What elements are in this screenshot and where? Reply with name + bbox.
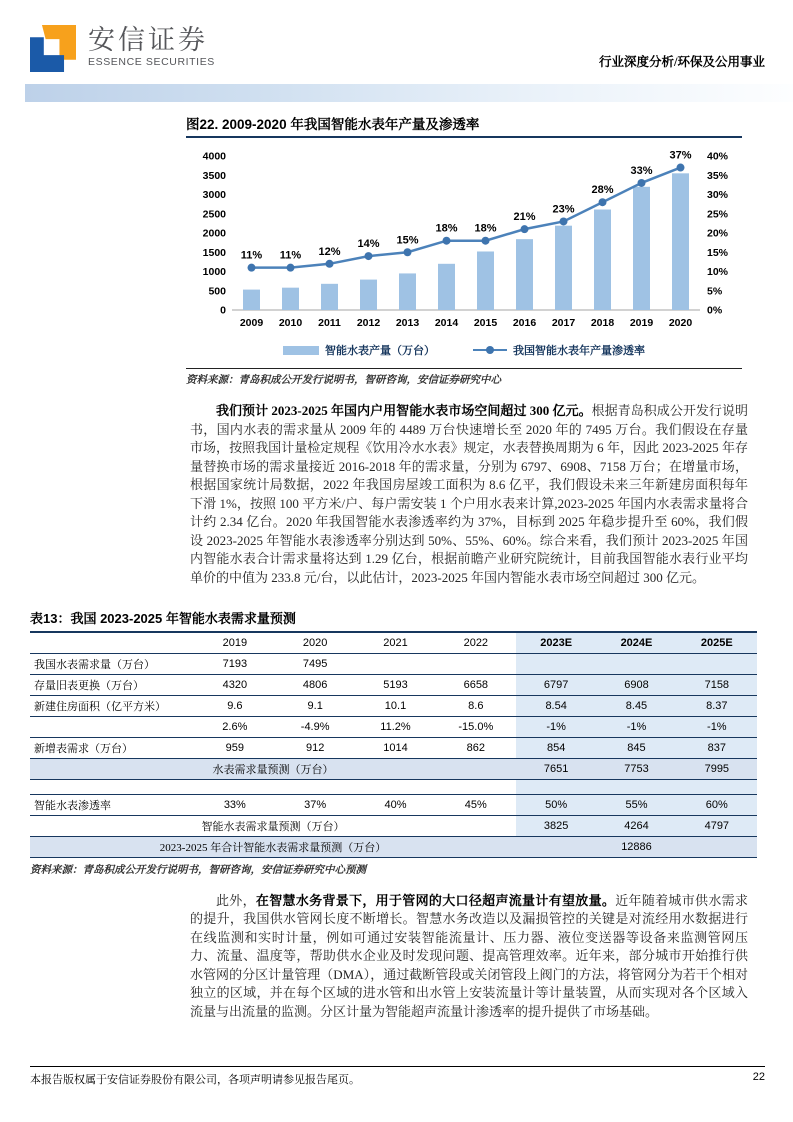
cell-value: 2.6% xyxy=(222,720,248,733)
cell-value xyxy=(596,653,676,674)
smart-water-meter-chart xyxy=(186,142,742,340)
cell-value: -1% xyxy=(677,716,757,737)
cell-value: 854 xyxy=(516,737,596,758)
header-divider-bar xyxy=(25,84,793,102)
cell-value: 7995 xyxy=(677,758,757,779)
brand-name-en: ESSENCE SECURITIES xyxy=(88,56,215,68)
bar-2018 xyxy=(594,210,611,310)
cell-value: 7193 xyxy=(222,657,248,670)
x-axis-label: 2016 xyxy=(512,317,537,329)
cell-value xyxy=(355,653,435,674)
right-axis-tick: 25% xyxy=(707,208,729,221)
data-label-2019: 33% xyxy=(630,164,653,177)
row-label xyxy=(30,716,195,737)
row-label: 存量旧表更换（万台） xyxy=(34,679,144,692)
x-axis-label: 2014 xyxy=(434,317,459,329)
left-axis-tick: 3500 xyxy=(202,169,226,182)
line-marker-2014 xyxy=(443,237,451,245)
table-block xyxy=(30,608,757,877)
cell-value: 4806 xyxy=(302,678,328,691)
cell-value: 8.45 xyxy=(596,695,676,716)
bar-2015 xyxy=(477,251,494,310)
right-axis-tick: 10% xyxy=(707,266,729,278)
left-axis-tick: 2000 xyxy=(202,227,226,240)
bar-2020 xyxy=(672,173,689,310)
legend-item xyxy=(473,342,645,358)
penetration-line xyxy=(252,168,681,268)
line-marker-2019 xyxy=(638,179,646,187)
column-header-2025E: 2025E xyxy=(677,632,757,653)
bar-2010 xyxy=(282,288,299,310)
spacer-cell xyxy=(677,779,757,794)
cell-value: 11.2% xyxy=(380,720,411,733)
bar-2012 xyxy=(360,280,377,310)
text-run: 根据青岛积成公开发行说明书，国内水表的需求量从 2009 年的 4489 万台快速增长至 2020 年的 7495 万台。我们假设在存量市场，按照我国计量检定规程《饮用冷水水表》规定，水表替换周期为 6 年，因此 2023-2025 年存量替换市场的需求量接近 2016-2018 年的需求量，分别为 6797、6908、7158 万台；在增量市场，根据国家统计局数据，2022 年我国房屋竣工面积为 8.6 亿平，我们假设未来三年新建房面积每年下滑 1%，按照 100 平方米/户、每户需安装 1 个户用水表来计算,2023-2025 年国内水表需求量将合计约 2.34 亿台。2020 年我国智能水表渗透率约为 37%，目标到 2025 年稳步提升至 60%，我们假设 2023-2025 年智能水表渗透率分别达到 50%、55%、60%。综合来看，我们预计 2023-2025 年国内智能水表合计需求量将达到 1.29 亿台，根据前瞻产业研究院统计，目前我国智能水表行业平均单价的中值为 233.8 元/台，以此估计，2023-2025 年国内智能水表市场空间超过 300 亿元。 xyxy=(190,403,748,585)
row-label-merged: 2023-2025 年合计智能水表需求量预测（万台） xyxy=(30,836,516,857)
cell-value: 912 xyxy=(305,741,325,754)
left-axis-tick: 1000 xyxy=(202,266,226,278)
column-header-2019: 2019 xyxy=(222,636,248,649)
right-axis-tick: 20% xyxy=(707,227,729,240)
x-axis-label: 2012 xyxy=(356,317,381,329)
row-label-merged: 智能水表需求量预测（万台） xyxy=(201,820,345,833)
x-axis-label: 2015 xyxy=(473,317,498,329)
cell-value: 8.37 xyxy=(677,695,757,716)
cell-value: 845 xyxy=(596,737,676,758)
line-marker-2020 xyxy=(677,164,685,172)
right-axis-tick: 5% xyxy=(707,285,723,298)
column-header-2023E: 2023E xyxy=(516,632,596,653)
cell-value: 55% xyxy=(596,794,676,815)
bar-2009 xyxy=(243,290,260,310)
x-axis-label: 2017 xyxy=(551,317,576,329)
cell-value: 9.6 xyxy=(227,699,243,712)
legend-label: 智能水表产量（万台） xyxy=(325,345,435,357)
page-header xyxy=(0,0,793,72)
cell-value: 4264 xyxy=(596,815,676,836)
row-label: 智能水表渗透率 xyxy=(34,799,111,812)
paragraph-market-forecast xyxy=(190,402,748,587)
cell-value: 9.1 xyxy=(307,699,323,712)
cell-value: 37% xyxy=(304,798,327,811)
cell-value: 6797 xyxy=(516,674,596,695)
left-axis-tick: 0 xyxy=(220,304,226,317)
demand-forecast-table xyxy=(30,631,757,858)
cell-value: 60% xyxy=(677,794,757,815)
column-header-2024E: 2024E xyxy=(596,632,676,653)
essence-logo-icon xyxy=(30,25,76,72)
column-header-empty xyxy=(30,632,195,653)
bar-2011 xyxy=(321,284,338,310)
table-row xyxy=(30,794,757,815)
cell-value: 959 xyxy=(225,741,245,754)
legend-label: 我国智能水表年产量渗透率 xyxy=(513,345,645,357)
cell-value: 862 xyxy=(466,741,485,754)
text-run: 近年随着城市供水需求的提升，我国供水管网长度不断增长。智慧水务改造以及漏损管控的关键是对流经用水数据进行在线监测和实时计量，例如可通过安装智能流量计、压力器、液位变送器等设备来监测管网压力、流量、温度等，帮助供水企业及时发现问题、提高管理效率。近年来，部分城市开始推行供水管网的分区计量管理（DMA），通过截断管段或关闭管段上阀门的方法，将管网分为若干个相对独立的区域，并在每个区域的进水管和出水管上安装流量计等计量装置，从而实现对各个区域入流量与出流量的监测。分区计量为智能超声流量计渗透率的提升提供了市场基础。 xyxy=(190,892,748,1019)
cell-value: -15.0% xyxy=(458,720,494,733)
x-axis-label: 2011 xyxy=(318,317,341,329)
cell-value: 4797 xyxy=(677,815,757,836)
spacer-cell xyxy=(596,779,676,794)
line-marker-2012 xyxy=(365,252,373,260)
table-row xyxy=(30,779,757,794)
table-row xyxy=(30,695,757,716)
column-header-2020: 2020 xyxy=(302,636,328,649)
table-row xyxy=(30,716,757,737)
bold-text-run: 我们预计 2023-2025 年国内户用智能水表市场空间超过 300 亿元。 xyxy=(216,403,592,418)
table-title: 表13：我国 2023-2025 年智能水表需求量预测 xyxy=(30,611,296,626)
data-label-2018: 28% xyxy=(591,184,614,197)
cell-value: 1014 xyxy=(383,741,408,754)
left-axis-tick: 3000 xyxy=(202,189,226,201)
bar-2013 xyxy=(399,273,416,310)
legend-item xyxy=(283,342,435,358)
data-label-2011: 12% xyxy=(318,245,341,258)
line-marker-2010 xyxy=(287,264,295,272)
data-label-2014: 18% xyxy=(435,222,458,235)
chart-block xyxy=(186,113,742,387)
data-label-2017: 23% xyxy=(552,203,575,216)
x-axis-label: 2010 xyxy=(278,317,303,329)
bar-2017 xyxy=(555,226,572,310)
cell-value: -1% xyxy=(516,716,596,737)
right-axis-tick: 15% xyxy=(707,246,729,259)
spacer-cell xyxy=(30,779,516,794)
row-label: 我国水表需求量（万台） xyxy=(34,658,155,671)
bar-2016 xyxy=(516,239,533,310)
line-marker-2015 xyxy=(482,237,490,245)
cell-value: 8.54 xyxy=(516,695,596,716)
cell-value: 7495 xyxy=(302,657,328,670)
page-number: 22 xyxy=(752,1071,765,1083)
row-label: 新增表需求（万台） xyxy=(34,742,133,755)
chart-source: 资料来源：青岛积成公开发行说明书，智研咨询，安信证券研究中心 xyxy=(186,368,742,387)
cell-value: 8.6 xyxy=(468,699,484,712)
row-label: 新建住房面积（亿平方米） xyxy=(34,700,166,713)
cell-value: 4320 xyxy=(222,678,248,691)
spacer-cell xyxy=(516,779,596,794)
page-footer xyxy=(30,1066,765,1087)
right-axis-tick: 35% xyxy=(707,169,729,182)
column-header-2022: 2022 xyxy=(463,636,489,649)
cell-value: 50% xyxy=(516,794,596,815)
legend-line-marker xyxy=(486,346,494,354)
data-label-2012: 14% xyxy=(357,238,380,251)
brand-logo xyxy=(30,25,215,72)
bar-2014 xyxy=(438,264,455,310)
line-marker-2009 xyxy=(248,264,256,272)
paragraph-smart-water xyxy=(190,892,748,1022)
cell-value: 837 xyxy=(677,737,757,758)
copyright-text: 本报告版权属于安信证券股份有限公司，各项声明请参见报告尾页。 xyxy=(30,1074,360,1086)
data-label-2020: 37% xyxy=(669,149,692,162)
left-axis-tick: 2500 xyxy=(202,208,226,221)
total-value: 12886 xyxy=(516,836,757,857)
chart-title: 图22. 2009-2020 年我国智能水表年产量及渗透率 xyxy=(186,113,742,138)
data-label-2009: 11% xyxy=(240,249,263,262)
data-label-2016: 21% xyxy=(513,211,536,224)
line-marker-2013 xyxy=(404,248,412,256)
cell-value: 5193 xyxy=(383,678,408,691)
x-axis-label: 2019 xyxy=(629,317,654,329)
right-axis-tick: 0% xyxy=(707,304,723,317)
x-axis-label: 2020 xyxy=(668,317,693,329)
cell-value: 33% xyxy=(223,798,246,811)
right-axis-tick: 40% xyxy=(707,150,729,163)
line-marker-2016 xyxy=(521,225,529,233)
line-marker-2011 xyxy=(326,260,334,268)
brand-name-cn: 安信证券 xyxy=(88,25,208,55)
data-label-2013: 15% xyxy=(396,234,419,247)
bar-2019 xyxy=(633,187,650,310)
row-label-merged: 水表需求量预测（万台） xyxy=(30,758,516,779)
cell-value: 7753 xyxy=(596,758,676,779)
table-row xyxy=(30,815,757,836)
column-header-2021: 2021 xyxy=(383,636,408,649)
cell-value: 7158 xyxy=(677,674,757,695)
left-axis-tick: 4000 xyxy=(202,150,226,163)
cell-value: 6658 xyxy=(463,678,489,691)
cell-value: 7651 xyxy=(516,758,596,779)
right-axis-tick: 30% xyxy=(707,189,729,201)
data-label-2015: 18% xyxy=(474,222,497,235)
data-label-2010: 11% xyxy=(279,249,302,262)
x-axis-label: 2018 xyxy=(590,317,615,329)
cell-value: 3825 xyxy=(516,815,596,836)
cell-value: 10.1 xyxy=(384,699,407,712)
table-row xyxy=(30,737,757,758)
brand-text xyxy=(88,25,215,69)
line-marker-2017 xyxy=(560,217,568,225)
cell-value: 45% xyxy=(464,798,487,811)
chart-legend xyxy=(186,340,742,360)
x-axis-label: 2009 xyxy=(239,317,264,329)
cell-value xyxy=(516,653,596,674)
cell-value: 6908 xyxy=(596,674,676,695)
table-source: 资料来源：青岛积成公开发行说明书，智研咨询，安信证券研究中心预测 xyxy=(30,864,366,876)
cell-value: -1% xyxy=(596,716,676,737)
left-axis-tick: 1500 xyxy=(202,246,226,259)
cell-value: 40% xyxy=(384,798,407,811)
text-run: 此外， xyxy=(216,892,256,908)
table-row xyxy=(30,836,757,857)
legend-bar-swatch xyxy=(283,346,319,355)
bold-text-run: 在智慧水务背景下，用于管网的大口径超声流量计有望放量。 xyxy=(255,892,616,908)
table-row xyxy=(30,653,757,674)
table-row xyxy=(30,674,757,695)
cell-value: -4.9% xyxy=(300,720,330,733)
cell-value xyxy=(436,653,516,674)
legend-line-swatch xyxy=(473,349,507,352)
cell-value xyxy=(677,653,757,674)
x-axis-label: 2013 xyxy=(395,317,420,329)
table-row xyxy=(30,758,757,779)
report-category: 行业深度分析/环保及公用事业 xyxy=(599,55,765,69)
line-marker-2018 xyxy=(599,198,607,206)
left-axis-tick: 500 xyxy=(208,285,226,298)
table-header-row xyxy=(30,632,757,653)
